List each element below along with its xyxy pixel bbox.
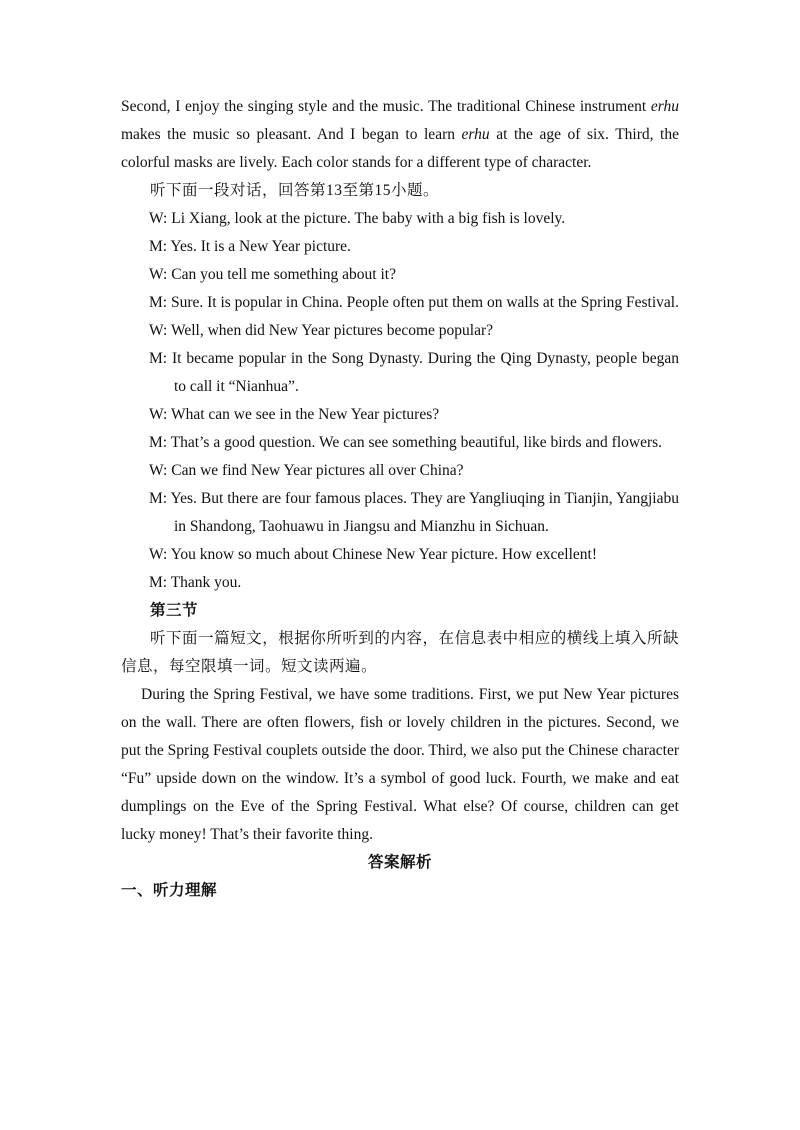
dialogue-line (121, 457, 679, 485)
dialogue-text: Well, when did New Year pictures become popular? (170, 322, 493, 339)
dialogue-line (121, 401, 679, 429)
section-three-title: 第三节 (150, 602, 199, 619)
dialogue-line (121, 317, 679, 345)
passage-one-text-3: at the age of six. Third, the colorful masks are lively. Each color stands for a different type of character. (121, 126, 679, 171)
dialogue-text: That’s a good question. We can see something beautiful, like birds and flowers. (170, 434, 663, 451)
section-three-instruction: 听下面一篇短文，根据你所听到的内容，在信息表中相应的横线上填入所缺信息，每空限填一词。短文读两遍。 (121, 630, 679, 675)
answer-title: 答案解析 (367, 854, 432, 871)
dialogue-speaker: M: (149, 238, 168, 255)
dialogue-speaker: W: (149, 546, 168, 563)
dialogue-speaker: W: (149, 462, 168, 479)
dialogue-speaker: W: (149, 210, 168, 227)
dialogue-line (121, 541, 679, 569)
dialogue-line (121, 569, 679, 597)
dialogue-speaker: M: (149, 434, 168, 451)
dialogue-text: Thank you. (170, 574, 242, 591)
passage-one-italic-erhu-2: erhu (461, 126, 490, 143)
dialogue-text: It became popular in the Song Dynasty. During the Qing Dynasty, people began to call it “Nianhua”. (172, 350, 679, 395)
dialogue-text: Sure. It is popular in China. People often put them on walls at the Spring Festival. (170, 294, 679, 311)
dialogue-speaker: M: (149, 490, 168, 507)
dialogue (121, 205, 679, 597)
passage-one-text-2: makes the music so pleasant. And I began to learn (121, 126, 462, 143)
dialogue-text: Yes. But there are four famous places. They are Yangliuqing in Tianjin, Yangjiabu in Shandong, Taohuawu in Jiangsu and Mianzhu in Sichuan. (170, 490, 679, 535)
dialogue-line (121, 429, 679, 457)
dialogue-speaker: W: (149, 406, 168, 423)
dialogue-text: Yes. It is a New Year picture. (170, 238, 351, 255)
dialogue-speaker: W: (149, 322, 168, 339)
passage-one-text-1: Second, I enjoy the singing style and the music. The traditional Chinese instrument (121, 98, 651, 115)
dialogue-line (121, 233, 679, 261)
passage-one-italic-erhu-1: erhu (650, 98, 679, 115)
document-page (121, 93, 679, 905)
dialogue-line (121, 485, 679, 541)
dialogue-text: You know so much about Chinese New Year picture. How excellent! (170, 546, 598, 563)
passage-two: During the Spring Festival, we have some traditions. First, we put New Year pictures on the wall. There are often flowers, fish or lovely children in the pictures. Second, we put the Spring Festival couplets outside the door. Third, we also put the Chinese character “Fu” upside down on the window. It’s a symbol of good luck. Fourth, we make and eat dumplings on the Eve of the Spring Festival. What else? Of course, children can get lucky money! That’s their favorite thing. (121, 686, 679, 843)
instruction-13-15: 听下面一段对话，回答第13至第15小题。 (150, 182, 440, 199)
dialogue-text: Can we find New Year pictures all over China? (171, 462, 464, 479)
passage-one (121, 93, 679, 177)
dialogue-line (121, 345, 679, 401)
part-one-title: 一、听力理解 (121, 882, 218, 899)
dialogue-speaker: M: (149, 574, 168, 591)
dialogue-speaker: M: (149, 350, 168, 367)
dialogue-speaker: W: (149, 266, 168, 283)
dialogue-text: What can we see in the New Year pictures? (170, 406, 440, 423)
dialogue-line (121, 261, 679, 289)
dialogue-line (121, 205, 679, 233)
dialogue-speaker: M: (149, 294, 168, 311)
dialogue-text: Can you tell me something about it? (171, 266, 396, 283)
dialogue-text: Li Xiang, look at the picture. The baby with a big fish is lovely. (171, 210, 566, 227)
dialogue-line (121, 289, 679, 317)
